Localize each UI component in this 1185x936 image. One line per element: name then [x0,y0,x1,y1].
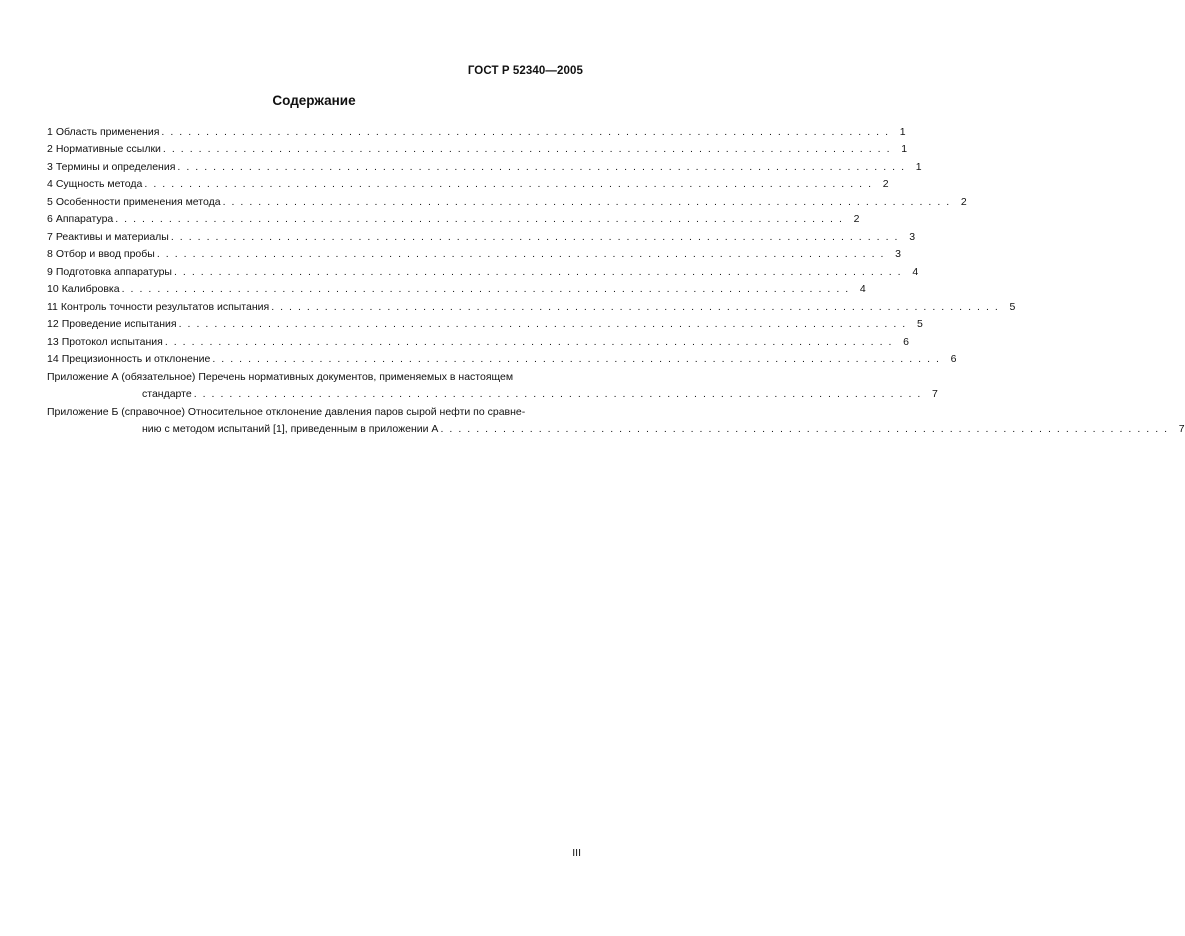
toc-entry[interactable] [47,260,919,278]
toc-entry[interactable] [47,295,1016,313]
toc-entry-number: 5 [47,195,53,208]
toc-entry-page: 5 [1009,300,1016,313]
toc-entry-label: Подготовка аппаратуры [55,265,172,278]
appendix-a-line1: Приложение А (обязательное) Перечень нормативных документов, применяемых в настоящем [47,370,514,383]
dot-leader: . . . . . . . . . . . . . . . . . . . . . . . . . . . . . . . . . . . . . . . . . . . . . . . . . . . . . . . . . . . . . . . . . . . . . . . . . . . . . . . . . . [162,143,892,155]
toc-entry-page: 6 [903,335,909,348]
toc-entry-number: 8 [47,248,53,260]
toc-entry-number: 13 [47,335,59,348]
toc-entry[interactable] [47,348,957,366]
dot-leader: . . . . . . . . . . . . . . . . . . . . . . . . . . . . . . . . . . . . . . . . . . . . . . . . . . . . . . . . . . . . . . . . . . . . . . . . . . . . . . . . . . [161,125,890,138]
toc-entry[interactable] [47,190,967,208]
toc-entry-number: 10 [47,283,59,295]
dot-leader: . . . . . . . . . . . . . . . . . . . . . . . . . . . . . . . . . . . . . . . . . . . . . . . . . . . . . . . . . . . . . . . . . . . . . . . . . . . . . . . . . . [144,178,873,190]
toc-entry-page: 4 [912,265,919,278]
toc-entry-number: 2 [47,143,53,155]
toc-entry-page: 5 [916,318,923,330]
toc-entry[interactable] [47,243,902,261]
toc-entry-number: 4 [47,178,53,190]
toc-entry-label: Нормативные ссылки [55,143,161,155]
document-header: ГОСТ Р 52340—2005 [467,65,583,77]
toc-entry-label: Протокол испытания [61,335,163,348]
toc-entry-page: 3 [909,230,916,243]
toc-entry-page: 2 [882,178,889,190]
dot-leader: . . . . . . . . . . . . . . . . . . . . . . . . . . . . . . . . . . . . . . . . . . . . . . . . . . . . . . . . . . . . . . . . . . . . . . . . . . . . . . . . . . [121,283,850,295]
appendix-a-page: 7 [932,388,938,400]
toc-entry[interactable] [47,138,908,156]
page-number: III [572,847,581,859]
toc-entry[interactable] [47,208,860,226]
toc-entry-page: 1 [899,125,906,138]
dot-leader: . . . . . . . . . . . . . . . . . . . . . . . . . . . . . . . . . . . . . . . . . . . . . . . . . . . . . . . . . . . . . . . . . . . . . . . . . . . . . . . . . . [156,248,886,260]
toc-entry[interactable] [47,330,909,348]
toc-entry-page: 4 [859,283,866,295]
appendix-a-line2-row [47,383,938,401]
toc-entry-number: 7 [47,230,53,243]
toc-appendix-b[interactable] [47,400,1185,435]
toc-entry-label: Особенности применения метода [55,195,221,208]
toc-entry-page: 2 [960,195,967,208]
dot-leader: . . . . . . . . . . . . . . . . . . . . . . . . . . . . . . . . . . . . . . . . . . . . . . . . . . . . . . . . . . . . . . . . . . . . . . . . . . . . . . . . . . [115,213,844,225]
toc-entry[interactable] [47,155,922,173]
table-of-contents [47,120,1185,435]
appendix-b-line2-row [47,418,1185,436]
toc-entry-label: Аппаратура [55,213,114,225]
toc-entry[interactable] [47,225,916,243]
dot-leader: . . . . . . . . . . . . . . . . . . . . . . . . . . . . . . . . . . . . . . . . . . . . . . . . . . . . . . . . . . . . . . . . . . . . . . . . . . . . . . . . . . [193,388,922,400]
toc-entry-number: 12 [47,318,59,330]
toc-entry-number: 6 [47,213,53,225]
dot-leader: . . . . . . . . . . . . . . . . . . . . . . . . . . . . . . . . . . . . . . . . . . . . . . . . . . . . . . . . . . . . . . . . . . . . . . . . . . . . . . . . . . [440,423,1169,435]
toc-entry[interactable] [47,313,923,331]
dot-leader: . . . . . . . . . . . . . . . . . . . . . . . . . . . . . . . . . . . . . . . . . . . . . . . . . . . . . . . . . . . . . . . . . . . . . . . . . . . . . . . . . . [173,265,903,278]
toc-entry[interactable] [47,278,866,296]
toc-entry-page: 1 [915,160,922,173]
toc-entry-number: 14 [47,353,59,365]
appendix-b-page: 7 [1178,423,1185,435]
dot-leader: . . . . . . . . . . . . . . . . . . . . . . . . . . . . . . . . . . . . . . . . . . . . . . . . . . . . . . . . . . . . . . . . . . . . . . . . . . . . . . . . . . [222,195,951,208]
toc-entries [47,120,1016,365]
toc-appendix-a[interactable] [47,365,938,400]
toc-entry-label: Реактивы и материалы [55,230,169,243]
toc-entry-number: 11 [47,300,58,313]
dot-leader: . . . . . . . . . . . . . . . . . . . . . . . . . . . . . . . . . . . . . . . . . . . . . . . . . . . . . . . . . . . . . . . . . . . . . . . . . . . . . . . . . . [164,335,893,348]
dot-leader: . . . . . . . . . . . . . . . . . . . . . . . . . . . . . . . . . . . . . . . . . . . . . . . . . . . . . . . . . . . . . . . . . . . . . . . . . . . . . . . . . . [178,318,907,330]
toc-entry-number: 9 [47,265,53,278]
toc-entry-label: Отбор и ввод пробы [55,248,155,260]
appendix-b-line1: Приложение Б (справочное) Относительное отклонение давления паров сырой нефти по сравне- [47,405,526,418]
toc-entry-page: 3 [895,248,902,260]
toc-entry-number: 3 [47,160,53,173]
toc-entry-number: 1 [47,125,53,138]
toc-entry-label: Прецизионность и отклонение [61,353,211,365]
toc-entry-label: Сущность метода [55,178,143,190]
dot-leader: . . . . . . . . . . . . . . . . . . . . . . . . . . . . . . . . . . . . . . . . . . . . . . . . . . . . . . . . . . . . . . . . . . . . . . . . . . . . . . . . . . [170,230,900,243]
toc-entry-page: 6 [950,353,957,365]
toc-entry-page: 2 [853,213,860,225]
dot-leader: . . . . . . . . . . . . . . . . . . . . . . . . . . . . . . . . . . . . . . . . . . . . . . . . . . . . . . . . . . . . . . . . . . . . . . . . . . . . . . . . . . [212,353,941,365]
dot-leader: . . . . . . . . . . . . . . . . . . . . . . . . . . . . . . . . . . . . . . . . . . . . . . . . . . . . . . . . . . . . . . . . . . . . . . . . . . . . . . . . . . [177,160,906,173]
toc-entry-page: 1 [901,143,908,155]
toc-entry[interactable] [47,120,906,138]
toc-entry-label: Область применения [55,125,160,138]
toc-entry[interactable] [47,173,889,191]
appendix-b-line2: нию с методом испытаний [1], приведенным в приложении А [142,423,439,435]
toc-entry-label: Термины и определения [55,160,176,173]
toc-entry-label: Проведение испытания [61,318,177,330]
dot-leader: . . . . . . . . . . . . . . . . . . . . . . . . . . . . . . . . . . . . . . . . . . . . . . . . . . . . . . . . . . . . . . . . . . . . . . . . . . . . . . . . . . [271,300,1000,313]
appendix-a-line2: стандарте [142,388,192,400]
page-title: Содержание [272,93,356,108]
toc-entry-label: Калибровка [61,283,120,295]
toc-entry-label: Контроль точности результатов испытания [60,300,270,313]
